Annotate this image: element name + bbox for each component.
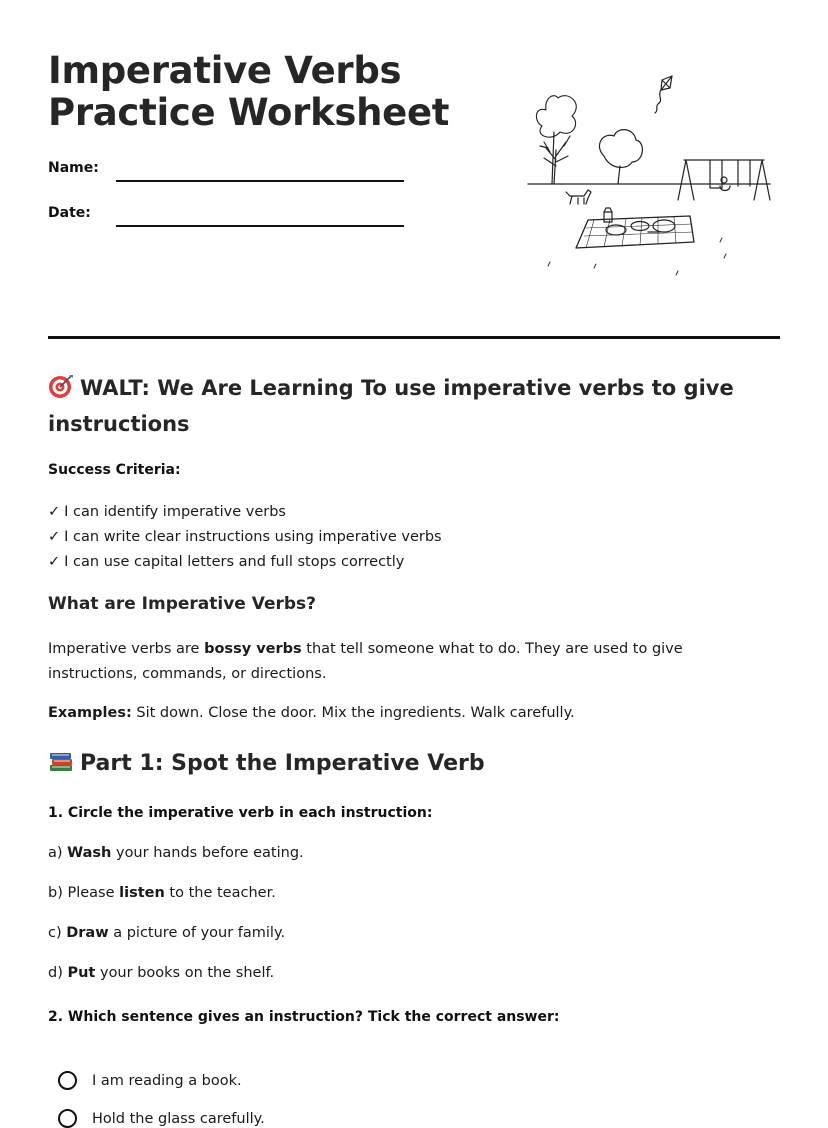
walt-heading-text: WALT: We Are Learning To use imperative verbs to give instructions	[48, 376, 734, 436]
imperative-verb[interactable]: Wash	[67, 845, 112, 861]
question-1a[interactable]: a) Wash your hands before eating.	[48, 845, 304, 861]
check-icon: ✓	[48, 504, 61, 520]
answer-option-label: I am reading a book.	[92, 1072, 242, 1089]
check-icon: ✓	[48, 529, 61, 545]
park-picnic-illustration	[524, 70, 774, 280]
part1-heading-text: Part 1: Spot the Imperative Verb	[80, 751, 485, 776]
tree-icon	[599, 130, 642, 184]
question-1-label: 1. Circle the imperative verb in each instruction:	[48, 805, 433, 821]
question-2-label: 2. Which sentence gives an instruction? Tick the correct answer:	[48, 1009, 560, 1025]
date-label: Date:	[48, 205, 91, 221]
dog-icon	[566, 190, 591, 204]
bare-tree-icon	[540, 136, 570, 184]
answer-option-1[interactable]	[58, 1071, 242, 1090]
examples-paragraph: Examples: Sit down. Close the door. Mix the ingredients. Walk carefully.	[48, 705, 575, 721]
imperative-verb[interactable]: Draw	[66, 925, 109, 941]
picnic-blanket-icon	[576, 208, 694, 248]
question-1c[interactable]: c) Draw a picture of your family.	[48, 925, 286, 941]
list-item: ✓ I can use capital letters and full stops correctly	[48, 554, 405, 570]
success-criteria-list	[48, 500, 442, 575]
books-icon	[48, 748, 74, 774]
part1-heading	[48, 748, 485, 780]
answer-option-label: Hold the glass carefully.	[92, 1110, 265, 1127]
question-1d[interactable]: d) Put your books on the shelf.	[48, 965, 275, 981]
imperative-verb[interactable]: listen	[119, 885, 165, 901]
walt-heading	[48, 370, 738, 442]
radio-button[interactable]	[58, 1109, 77, 1128]
examples-label: Examples:	[48, 705, 132, 721]
section-divider	[48, 336, 780, 339]
what-are-heading: What are Imperative Verbs?	[48, 594, 317, 614]
title-line-1: Imperative Verbs	[48, 49, 402, 92]
key-term: bossy verbs	[204, 641, 302, 657]
list-item: ✓ I can write clear instructions using imperative verbs	[48, 529, 442, 545]
worksheet-title	[48, 50, 449, 134]
target-icon	[48, 373, 74, 399]
tree-icon	[536, 96, 576, 184]
success-criteria-label: Success Criteria:	[48, 462, 181, 478]
swing-icon	[678, 160, 770, 200]
kite-icon	[655, 76, 672, 113]
title-line-2: Practice Worksheet	[48, 91, 450, 134]
answer-option-2[interactable]	[58, 1109, 265, 1128]
date-field[interactable]	[116, 225, 404, 227]
name-label: Name:	[48, 160, 99, 176]
check-icon: ✓	[48, 554, 61, 570]
question-1b[interactable]: b) Please listen to the teacher.	[48, 885, 276, 901]
definition-paragraph: Imperative verbs are bossy verbs that tell someone what to do. They are used to give instructions, commands, or directions.	[48, 641, 683, 682]
radio-button[interactable]	[58, 1071, 77, 1090]
name-field[interactable]	[116, 180, 404, 182]
imperative-verb[interactable]: Put	[67, 965, 96, 981]
list-item: ✓ I can identify imperative verbs	[48, 504, 286, 520]
